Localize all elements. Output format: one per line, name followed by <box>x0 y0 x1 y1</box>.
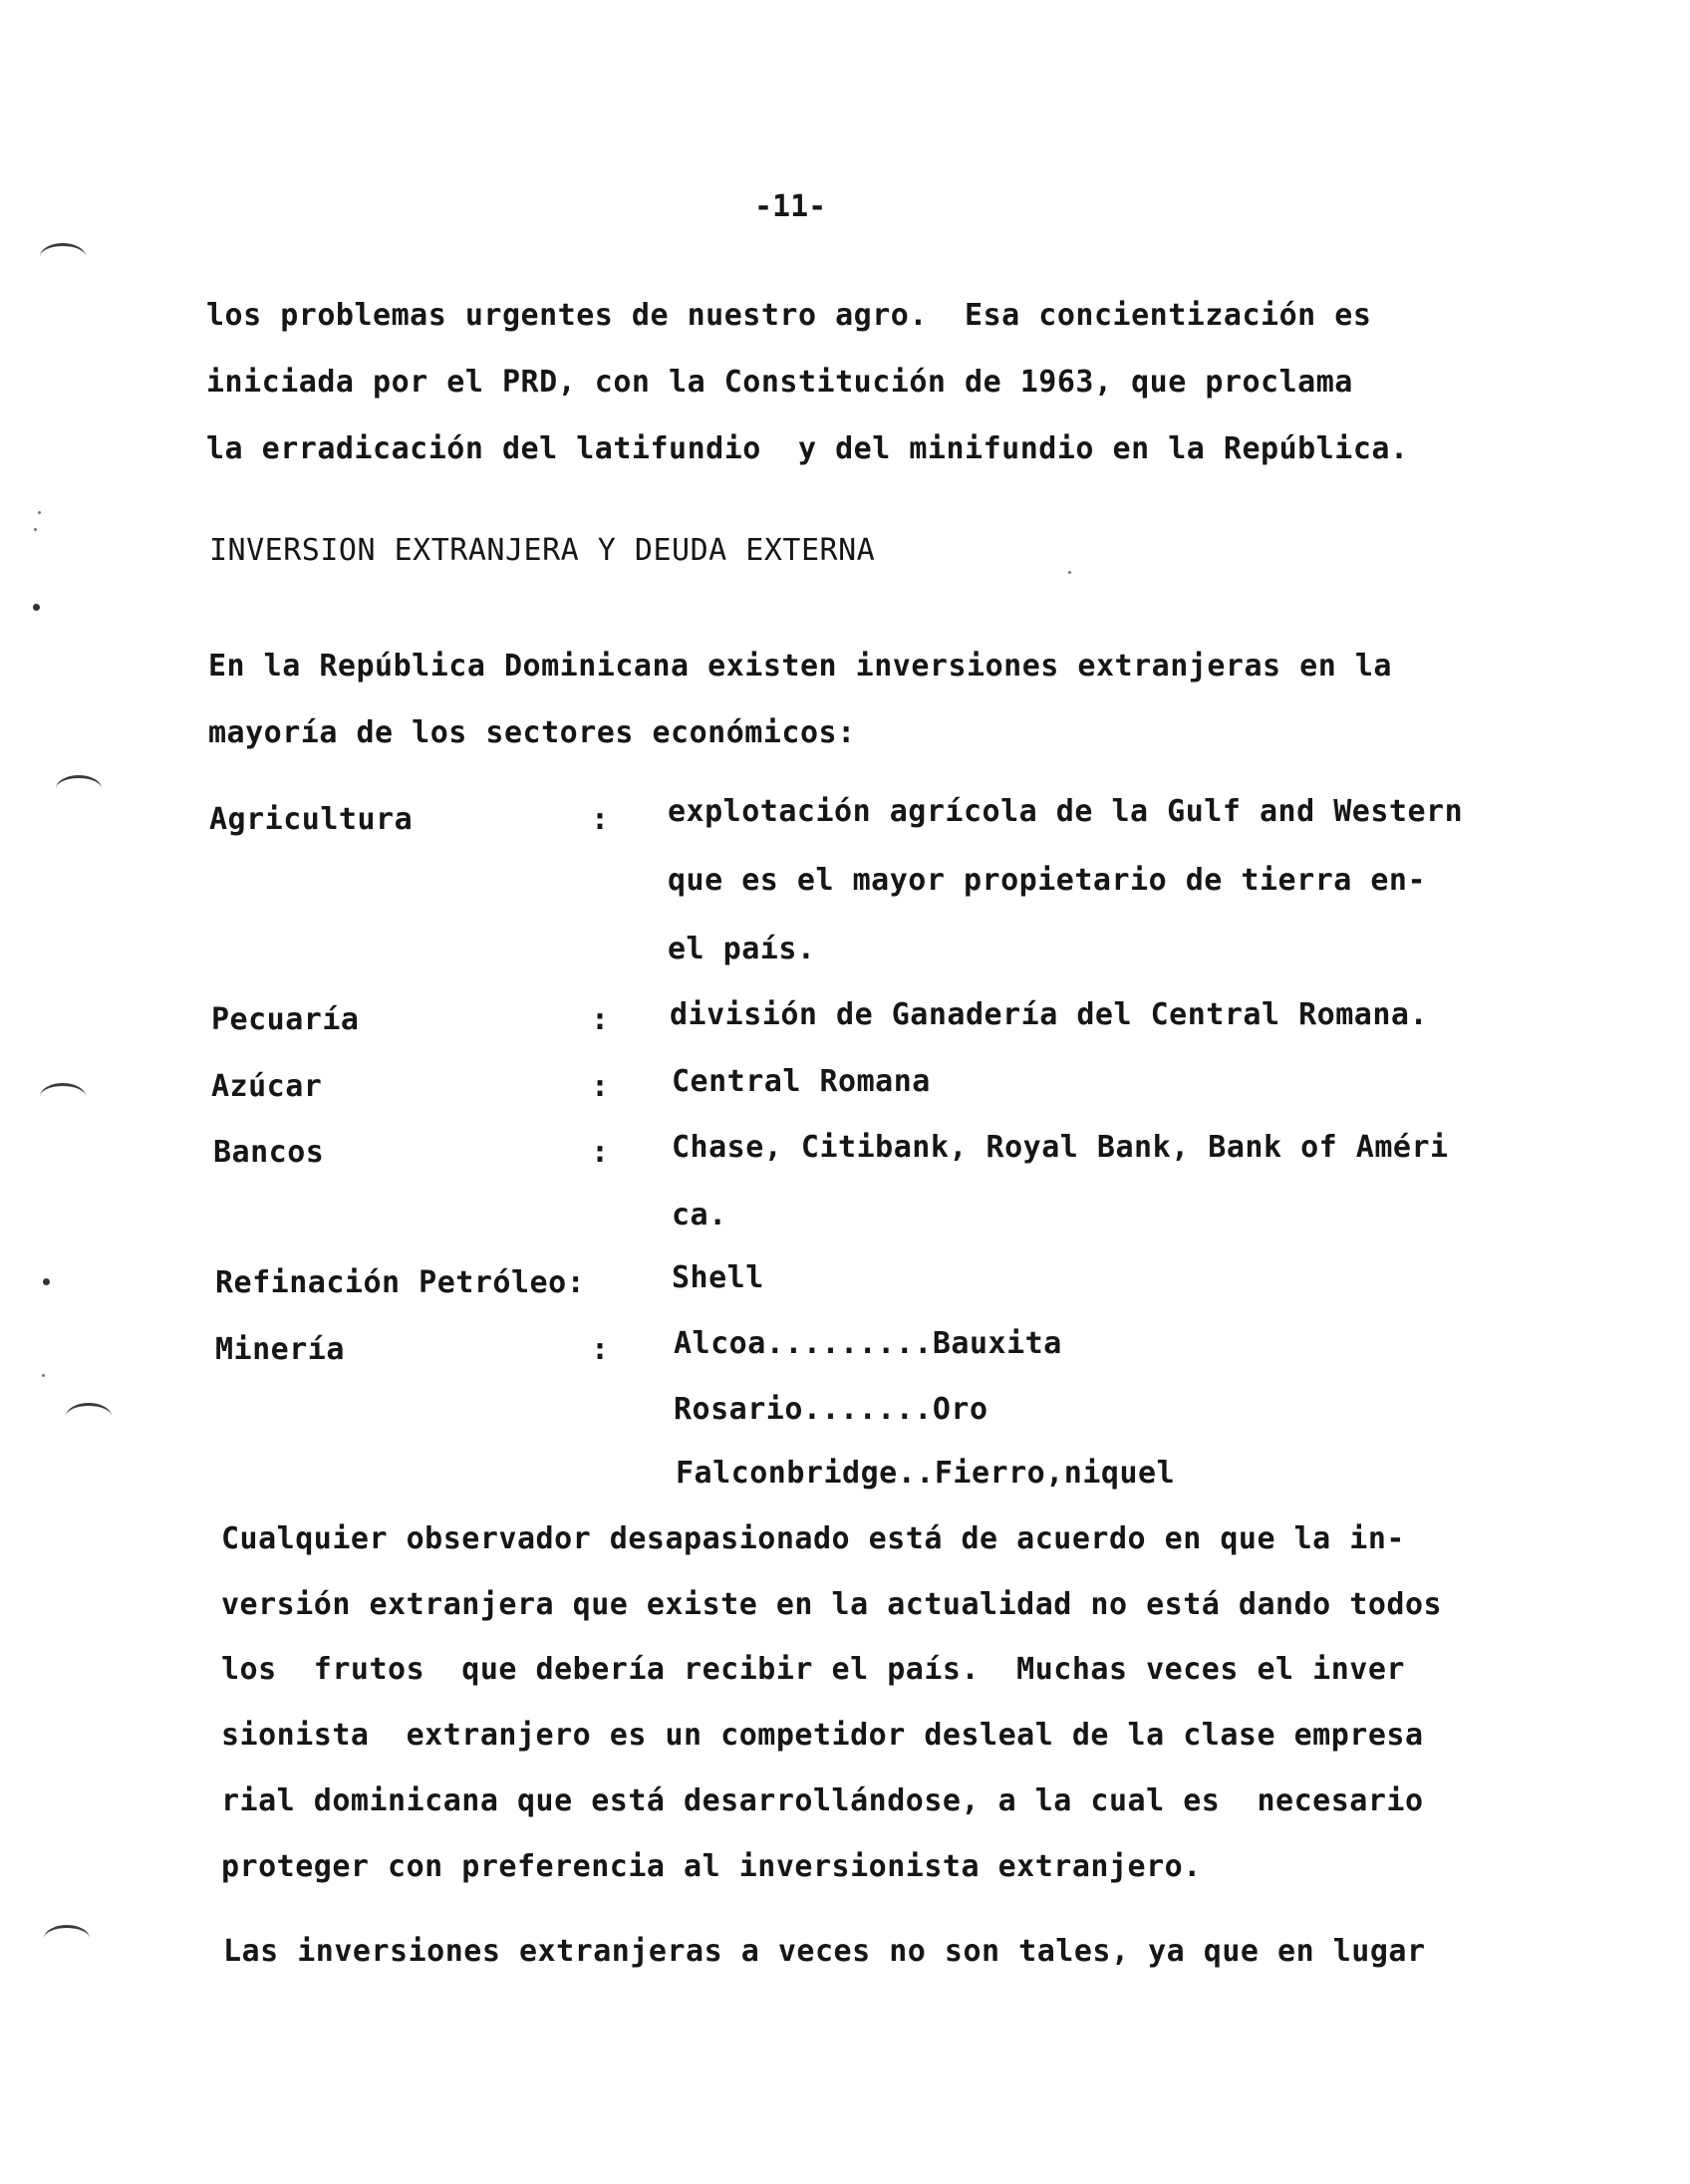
text-line: proteger con preferencia al inversionista extranjero. <box>221 1849 1202 1884</box>
text-line: rial dominicana que está desarrollándose, a la cual es necesario <box>221 1783 1424 1818</box>
sector-detail: Central Romana <box>672 1064 931 1099</box>
sector-detail: Shell <box>672 1260 764 1295</box>
text-line: mayoría de los sectores económicos: <box>208 715 856 750</box>
text-line: sionista extranjero es un competidor desleal de la clase empresa <box>221 1718 1424 1753</box>
sector-label: Refinación Petróleo: <box>215 1265 586 1300</box>
sector-detail: división de Ganadería del Central Romana. <box>670 997 1429 1032</box>
sector-detail: ca. <box>672 1198 727 1232</box>
sector-colon: : <box>591 1332 610 1367</box>
sector-colon: : <box>591 1002 610 1037</box>
sector-detail: Falconbridge..Fierro,niquel <box>676 1456 1176 1491</box>
sector-detail: Chase, Citibank, Royal Bank, Bank of Améri <box>672 1130 1449 1165</box>
section-heading: INVERSION EXTRANJERA Y DEUDA EXTERNA <box>209 533 876 568</box>
sector-detail: el país. <box>668 932 816 966</box>
text-line: Las inversiones extranjeras a veces no son tales, ya que en lugar <box>223 1934 1426 1969</box>
binder-hole-mark <box>40 1083 86 1110</box>
sector-detail: Alcoa.........Bauxita <box>674 1326 1062 1361</box>
sector-label: Agricultura <box>209 802 414 837</box>
sector-colon: : <box>591 1135 610 1170</box>
text-line: Cualquier observador desapasionado está de acuerdo en que la in- <box>221 1521 1405 1556</box>
text-line: En la República Dominicana existen inversiones extranjeras en la <box>208 649 1392 683</box>
binder-hole-mark <box>40 243 86 270</box>
sector-detail: Rosario.......Oro <box>674 1392 988 1427</box>
text-line: los problemas urgentes de nuestro agro. Esa concientización es <box>206 298 1372 333</box>
text-line: versión extranjera que existe en la actualidad no está dando todos <box>221 1587 1443 1622</box>
binder-hole-mark <box>44 1925 90 1952</box>
margin-speck <box>38 511 41 514</box>
text-line: los frutos que debería recibir el país. Muchas veces el inver <box>221 1652 1405 1687</box>
margin-speck <box>42 1374 45 1377</box>
margin-speck <box>1068 571 1071 574</box>
sector-label: Bancos <box>213 1135 325 1170</box>
sector-colon: : <box>591 1069 610 1104</box>
sector-detail: explotación agrícola de la Gulf and Western <box>668 794 1464 829</box>
binder-hole-mark <box>56 775 102 802</box>
sector-label: Azúcar <box>211 1069 323 1104</box>
margin-speck <box>43 1278 50 1285</box>
sector-detail: que es el mayor propietario de tierra en- <box>668 863 1427 898</box>
text-line: la erradicación del latifundio y del minifundio en la República. <box>206 431 1409 466</box>
margin-speck <box>34 528 37 531</box>
margin-speck <box>33 604 40 611</box>
text-line: iniciada por el PRD, con la Constitución de 1963, que proclama <box>206 365 1353 400</box>
binder-hole-mark <box>66 1403 112 1430</box>
sector-label: Minería <box>215 1332 345 1367</box>
page-number: -11- <box>754 189 827 224</box>
sector-label: Pecuaría <box>211 1002 360 1037</box>
sector-colon: : <box>591 802 610 837</box>
